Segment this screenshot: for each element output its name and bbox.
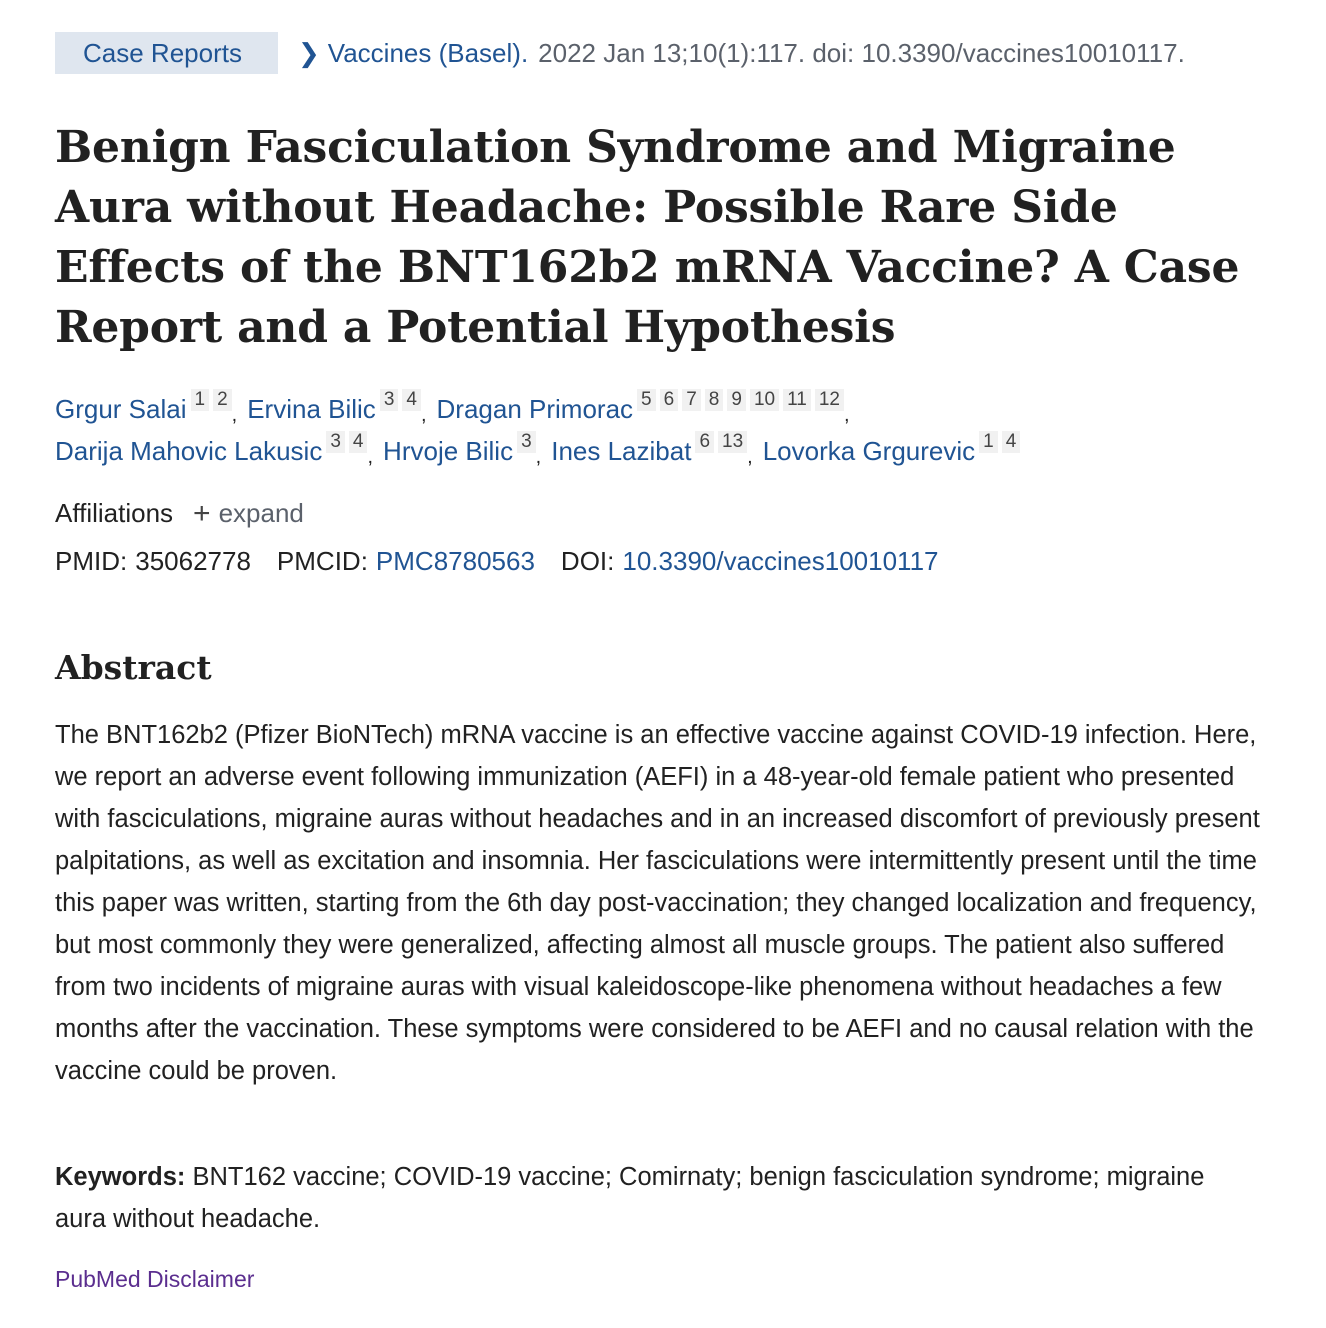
pmcid-link[interactable]: PMC8780563 [375,546,535,576]
pmid-value: 35062778 [135,546,251,576]
authors-list [55,388,1295,472]
author-link[interactable]: Lovorka Grgurevic [762,436,976,466]
affiliation-ref[interactable]: 3 [517,431,536,453]
doi-link[interactable]: 10.3390/vaccines10010117 [622,546,939,576]
chevron-right-icon: ❯ [298,37,320,68]
affiliation-ref[interactable]: 7 [682,389,701,411]
affiliation-ref[interactable]: 12 [815,389,844,411]
affiliation-ref[interactable]: 5 [637,389,656,411]
affiliation-ref[interactable]: 2 [213,389,232,411]
doi-label: DOI: [560,546,615,576]
affiliation-ref[interactable]: 3 [380,389,399,411]
author-link[interactable]: Hrvoje Bilic [383,436,514,466]
pubmed-disclaimer-link[interactable]: PubMed Disclaimer [55,1266,255,1292]
affiliations-label: Affiliations [55,498,174,528]
affiliations-row [55,498,304,529]
affiliation-ref[interactable]: 3 [326,431,345,453]
author-link[interactable]: Grgur Salai [55,394,187,424]
affiliation-ref[interactable]: 4 [402,389,421,411]
publication-type-badge[interactable]: Case Reports [55,32,278,74]
affiliation-ref[interactable]: 10 [750,389,779,411]
author-separator: , [367,446,374,468]
keywords-label: Keywords: [55,1163,186,1191]
affiliation-ref[interactable]: 9 [727,389,746,411]
expand-label: expand [218,498,304,528]
article-title: Benign Fasciculation Syndrome and Migraine Aura without Headache: Possible Rare Side Effects of the BNT162b2 mRNA Vaccine? A Case Report and a Potential Hypothesis [55,122,1240,353]
author-link[interactable]: Dragan Primorac [436,394,634,424]
affiliation-ref[interactable]: 11 [783,389,811,411]
journal-link[interactable]: Vaccines (Basel). [327,37,529,68]
affiliation-ref[interactable]: 1 [979,431,998,453]
identifiers-row [55,546,939,577]
affiliation-ref[interactable]: 13 [718,431,747,453]
citation-details: 2022 Jan 13;10(1):117. doi: 10.3390/vaccines10010117. [538,37,1185,68]
author-separator: , [843,404,850,426]
citation-bar [55,32,1185,74]
affiliation-ref[interactable]: 8 [705,389,724,411]
affiliation-ref[interactable]: 4 [1002,431,1021,453]
author-separator: , [747,446,753,468]
pmid-label: PMID: [55,546,128,576]
author-separator: , [535,446,542,468]
pmcid-label: PMCID: [276,546,368,576]
affiliation-ref[interactable]: 6 [695,431,714,453]
author-link[interactable]: Darija Mahovic Lakusic [55,436,323,466]
affiliation-ref[interactable]: 1 [191,389,210,411]
affiliation-ref[interactable]: 6 [660,389,679,411]
author-link[interactable]: Ervina Bilic [247,394,376,424]
author-separator: , [231,404,238,426]
abstract-text: The BNT162b2 (Pfizer BioNTech) mRNA vaccine is an effective vaccine against COVID-19 infection. Here, we report an adverse event following immunization (AEFI) in a 48-year-old female patient who presented with fasciculations, migraine auras without headaches and in an increased discomfort of previously present palpitations, as well as excitation and insomnia. Her fasciculations were intermittently present until the time this paper was written, starting from the 6th day post-vaccination; they changed localization and frequency, but most commonly they were generalized, affecting almost all muscle groups. The patient also suffered from two incidents of migraine auras with visual kaleidoscope-like phenomena without headaches a few months after the vaccination. These symptoms were considered to be AEFI and no causal relation with the vaccine could be proven. [55,721,1260,1085]
journal-citation [298,38,1185,69]
authors-line-1 [55,388,1295,430]
plus-icon: + [193,496,211,530]
abstract-heading: Abstract [55,648,212,687]
affiliation-ref[interactable]: 4 [349,431,368,453]
keywords-paragraph [55,1156,1235,1240]
authors-line-2 [55,430,1295,472]
author-separator: , [420,404,427,426]
affiliations-expand-button[interactable] [193,498,304,529]
author-link[interactable]: Ines Lazibat [551,436,692,466]
keywords-text: BNT162 vaccine; COVID-19 vaccine; Comirnaty; benign fasciculation syndrome; migraine aura without headache. [55,1163,1205,1233]
